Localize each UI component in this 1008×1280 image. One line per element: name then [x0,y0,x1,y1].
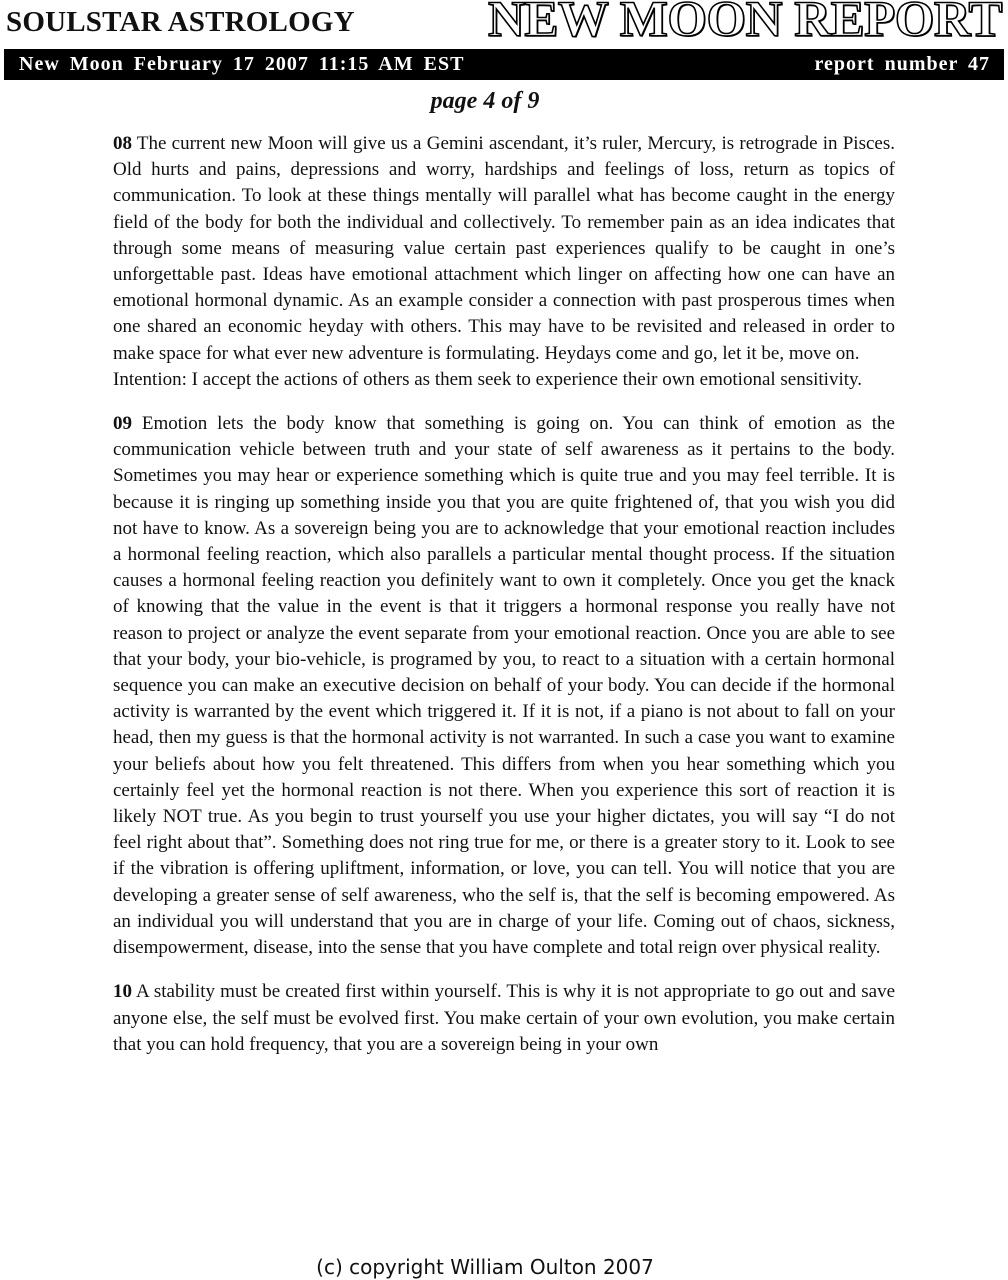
paragraph-text: Emotion lets the body know that something is going on. You can think of emotion as the communication vehicle between truth and your state of self awareness as it pertains to the body. Sometimes you may hear or experience something which is quite true and you may feel terrible. It is because it is ringing up something inside you that you are quite frightened of, that you wish you did not have to know. As a sovereign being you are to acknowledge that your emotional reaction includes a hormonal feeling reaction, which also parallels a particular mental thought process. If the situation causes a hormonal feeling reaction you definitely want to own it completely. Once you get the knack of knowing that the value in the event is that it triggers a hormonal response you really have not reason to project or analyze the event separate from your emotional reaction. Once you are able to see that your body, your bio-vehicle, is programed by you, to react to a situation with a certain hormonal sequence you can make an executive decision on behalf of your body. You can decide if the hormonal activity is warranted by the event which triggered it. If it is not, if a piano is not about to fall on your head, then my guess is that the hormonal activity is not warranted. In such a case you want to examine your beliefs about how you felt threatened. This differs from when you hear something which you certainly feel yet the hormonal reaction is not there. When you experience this sort of reaction it is likely NOT true. As you begin to trust yourself you use your higher dictates, you will say “I do not feel right about that”. Something does not ring true for me, or there is a greater story to it. Look to see if the vibration is offering upliftment, information, or love, you can tell. You will notice that you are developing a greater sense of self awareness, who the self is, that the self is becoming empowered. As an individual you will understand that you are in charge of your life. Coming out of chaos, sickness, disempowerment, disease, into the sense that you have complete and total reign over physical reality. [113,413,895,959]
paragraph-text: The current new Moon will give us a Gemini ascendant, it’s ruler, Mercury, is retrograde in Pisces. Old hurts and pains, depressions and worry, hardships and feelings of loss, return as topics of communication. To look at these things mentally will parallel what has become caught in the energy field of the body for both the individual and collectively. To remember pain as an idea indicates that through some means of measuring value certain past experiences qualify to be caught in one’s unforgettable past. Ideas have emotional attachment which linger on affecting how one can have an emotional hormonal dynamic. As an example consider a connection with past prosperous times when one shared an economic heyday with others. This may have to be revisited and released in order to make space for what ever new adventure is formulating. Heydays come and go, let it be, move on. [113,133,895,364]
paragraph-08 [113,131,895,367]
report-title: NEW MOON REPORT [488,0,1002,48]
event-date: New Moon February 17 2007 11:15 AM EST [19,53,465,75]
paragraph-10 [113,979,895,1058]
page-indicator: page 4 of 9 [430,88,540,114]
intention-paragraph [113,367,895,393]
brand-name: SOULSTAR ASTROLOGY [6,6,355,38]
paragraph-number: 10 [113,981,132,1003]
paragraph-number: 09 [113,413,132,435]
report-body [113,131,895,1058]
paragraph-text: A stability must be created first within yourself. This is why it is not appropriate to go out and save anyone else, the self must be evolved first. You make certain of your own evolution, you make certain that you can hold frequency, that you are a sovereign being in your own [113,981,895,1055]
paragraph-09 [113,411,895,961]
report-number: report number 47 [814,53,990,75]
copyright-footer: (c) copyright William Oulton 2007 [316,1255,654,1279]
paragraph-number: 08 [113,133,132,154]
paragraph-text: Intention: I accept the actions of others as them seek to experience their own emotional sensitivity. [113,368,863,390]
header-banner [4,49,1004,80]
